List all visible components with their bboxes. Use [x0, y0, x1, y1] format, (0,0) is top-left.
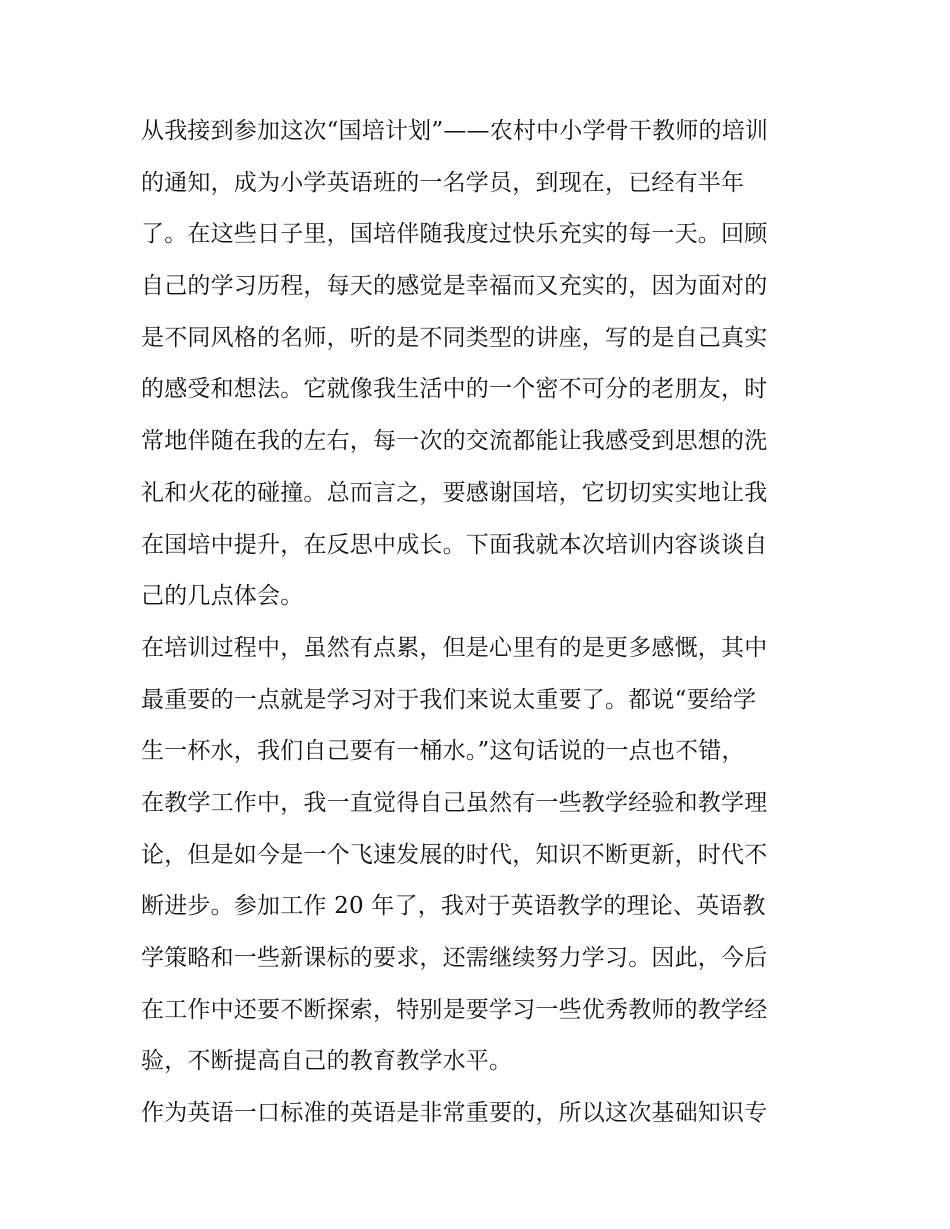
text-line: 最重要的一点就是学习对于我们来说太重要了。都说“要给学: [141, 686, 757, 713]
text-line: 在国培中提升，在反思中成长。下面我就本次培训内容谈谈自: [141, 531, 768, 558]
body-text: [141, 106, 821, 1140]
text-line: 作为英语一口标准的英语是非常重要的，所以这次基础知识专: [141, 1100, 768, 1127]
text-line: 常地伴随在我的左右，每一次的交流都能让我感受到思想的洗: [141, 428, 768, 455]
text-line: 自己的学习历程，每天的感觉是幸福而又充实的，因为面对的: [141, 273, 768, 300]
text-line: 的通知，成为小学英语班的一名学员，到现在，已经有半年: [141, 169, 745, 196]
text-line: 是不同风格的名师，听的是不同类型的讲座，写的是自己真实: [141, 324, 768, 351]
text-line: 在培训过程中，虽然有点累，但是心里有的是更多感慨，其中: [141, 634, 768, 661]
text-line: 在教学工作中，我一直觉得自己虽然有一些教学经验和教学理: [141, 789, 768, 816]
text-line: 生一杯水，我们自己要有一桶水。”这句话说的一点也不错，: [141, 738, 745, 765]
text-line: 验，不断提高自己的教育教学水平。: [141, 1048, 513, 1075]
text-line: 论，但是如今是一个飞速发展的时代，知识不断更新，时代不: [141, 841, 768, 868]
text-line: 从我接到参加这次“国培计划”——农村中小学骨干教师的培训: [141, 118, 769, 144]
text-line: 了。在这些日子里，国培伴随我度过快乐充实的每一天。回顾: [141, 221, 768, 248]
text-line: 在工作中还要不断探索，特别是要学习一些优秀教师的教学经: [141, 996, 768, 1023]
text-line: 断进步。参加工作 20 年了，我对于英语教学的理论、英语教: [141, 893, 766, 920]
text-line: 的感受和想法。它就像我生活中的一个密不可分的老朋友，时: [141, 376, 768, 403]
text-line: 己的几点体会。: [141, 583, 304, 610]
text-line: 学策略和一些新课标的要求，还需继续努力学习。因此，今后: [141, 945, 768, 971]
text-line: 礼和火花的碰撞。总而言之，要感谢国培，它切切实实地让我: [141, 479, 768, 506]
